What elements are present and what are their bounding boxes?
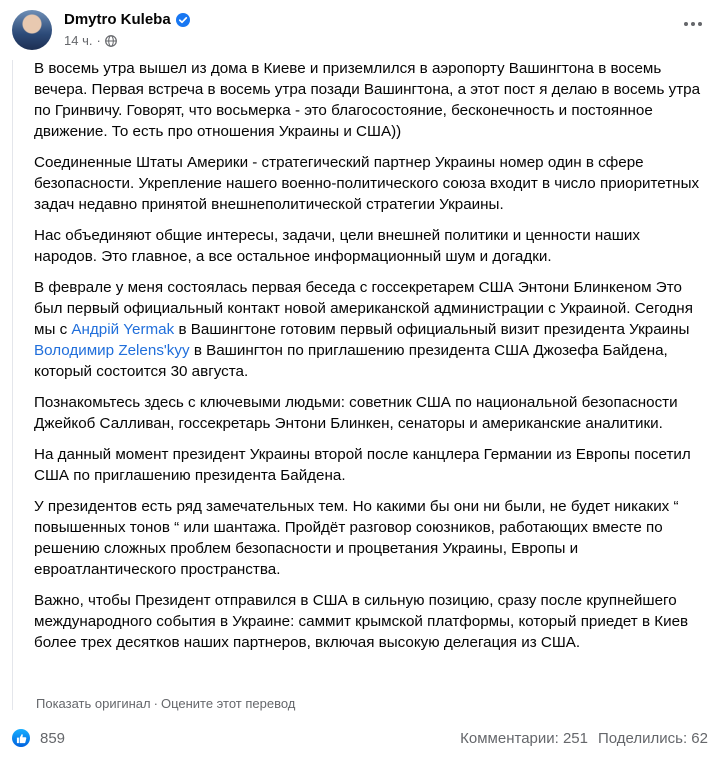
meta-separator: · [96, 33, 101, 48]
author-avatar[interactable] [12, 10, 52, 50]
post-paragraph: В феврале у меня состоялась первая беседа с госсекретарем США Энтони Блинкеном Это был первый официальный контакт новой американской администрации с Украиной. Сегодня мы с Андрій Yermak в Вашингтоне готовим первый официальный визит президента Украины Володимир Zelens'kyy в Вашингтон по приглашению президента США Джозефа Байдена, который состоится 30 августа. [34, 279, 693, 380]
engagement-stats [460, 730, 708, 747]
author-row [64, 11, 190, 28]
post-paragraph: Важно, чтобы Президент отправился в США в сильную позицию, сразу после крупнейшего международного события в Украине: саммит крымской платформы, который приедет в Киев более трех десятков наших партнеров, включая высокую делегация из США. [34, 592, 689, 651]
post-time[interactable]: 14 ч. [64, 33, 93, 48]
comments-count[interactable]: Комментарии: 251 [460, 730, 588, 747]
post-paragraph: В восемь утра вышел из дома в Киеве и приземлился в аэропорту Вашингтона в восемь вечера. Первая встреча в восемь утра позади Вашингтона, а этот пост я делаю в восемь утра по Гринвичу. Говорят, что восьмерка - это благосостояние, бесконечность и постоянное движение. То есть про отношения Украины и США)) [34, 60, 701, 140]
post-paragraph: Познакомьтесь здесь с ключевыми людьми: советник США по национальной безопасности Джейкоб Салливан, госсекретарь Энтони Блинкен, сенаторы и американские аналитики. [34, 394, 678, 432]
rate-translation-link[interactable]: Оцените этот перевод [160, 696, 296, 711]
post-header [12, 8, 708, 48]
more-options-icon[interactable] [678, 14, 708, 34]
translation-controls [36, 696, 295, 711]
translate-separator: · [153, 696, 158, 711]
post-body [34, 58, 706, 653]
author-name[interactable]: Dmytro Kuleba [64, 11, 171, 28]
translation-border [12, 60, 13, 710]
post-footer [12, 728, 708, 750]
like-reaction-icon[interactable] [12, 729, 30, 747]
like-count[interactable]: 859 [40, 730, 66, 747]
post-meta [64, 33, 117, 48]
shares-count[interactable]: Поделились: 62 [598, 730, 708, 747]
mention-link-yermak[interactable]: Андрій Yermak [71, 321, 175, 338]
post-paragraph: Соединенные Штаты Америки - стратегический партнер Украины номер один в сфере безопасности. Укрепление нашего военно-политического союза входит в число приоритетных задач недавно принятой внешнеполитической стратегии Украины. [34, 154, 700, 213]
globe-icon[interactable] [105, 35, 117, 47]
post-paragraph: На данный момент президент Украины второй после канцлера Германии из Европы посетил США по приглашению президента Байдена. [34, 446, 691, 484]
post-paragraph: Нас объединяют общие интересы, задачи, цели внешней политики и ценности наших народов. Это главное, а все остальное информационный шум и догадки. [34, 227, 640, 265]
verified-badge-icon [176, 13, 190, 27]
show-original-link[interactable]: Показать оригинал [36, 696, 151, 711]
post-paragraph: У президентов есть ряд замечательных тем. Но какими бы они ни были, не будет никаких “ повышенных тонов “ или шантажа. Пройдёт разговор союзников, работающих вместе по решению сложных проблем безопасности и процветания Украины, Европы и евроатлантического пространства. [34, 498, 679, 578]
mention-link-zelenskyy[interactable]: Володимир Zelens'kyy [34, 342, 190, 359]
